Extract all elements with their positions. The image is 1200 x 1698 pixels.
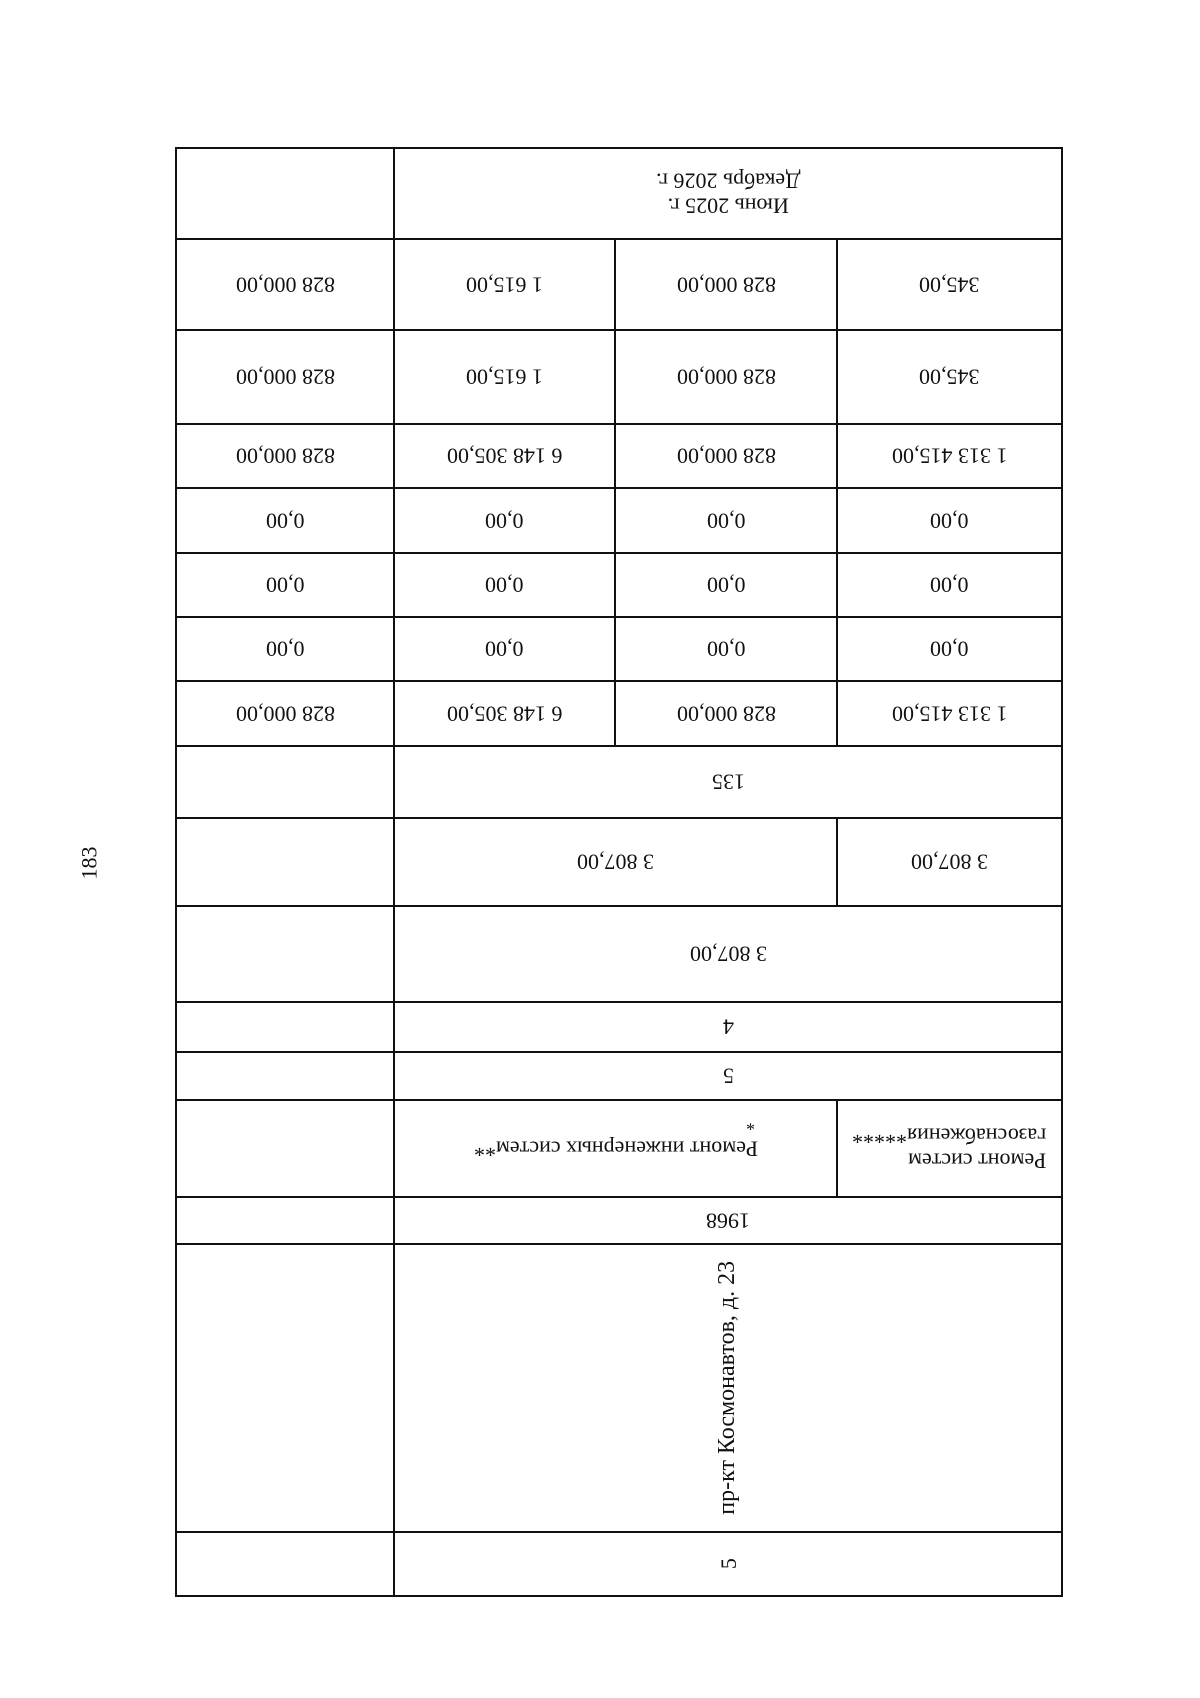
cell-l: 5 [722,1063,734,1089]
address-cell: пр-кт Космонавтов, д. 23 [714,1261,741,1515]
cell-d3: 0,00 [706,508,746,534]
cell-e2: 0,00 [485,572,524,598]
cell-b2: 1 615,00 [466,364,543,390]
cell-i-left: 3 807,00 [577,849,654,875]
cell-g1: 828 000,00 [235,701,335,727]
cell-c2: 6 148 305,00 [446,443,563,469]
footnote-mark: * [746,1114,755,1134]
cell-k: 4 [722,1014,734,1040]
year-cell: 1968 [706,1208,750,1234]
cell-b1: 828 000,00 [235,364,335,390]
cell-e3: 0,00 [706,572,746,598]
cell-a4: 345,00 [919,272,980,298]
cell-d4: 0,00 [930,508,969,534]
cell-b4: 345,00 [919,364,980,390]
page-number: 183 [76,846,101,880]
cell-e1: 0,00 [265,572,305,598]
cell-c4: 1 313 415,00 [891,443,1008,469]
cell-j: 3 807,00 [689,941,767,967]
cell-d2: 0,00 [485,508,524,534]
work-subtype-cell: Ремонт систем газоснабжения***** [852,1123,1047,1174]
cell-f3: 0,00 [706,636,746,662]
work-type-cell: Ремонт инженерных систем** [473,1136,758,1162]
cell-a1: 828 000,00 [235,272,335,298]
cell-i-right: 3 807,00 [911,849,988,875]
cell-d1: 0,00 [265,508,305,534]
cell-h: 135 [711,769,745,795]
cell-g4: 1 313 415,00 [891,701,1008,727]
cell-a3: 828 000,00 [676,272,776,298]
cell-e4: 0,00 [930,572,969,598]
cell-f1: 0,00 [265,636,305,662]
cell-f2: 0,00 [485,636,524,662]
cell-g3: 828 000,00 [676,701,776,727]
cell-f4: 0,00 [930,636,969,662]
cell-c3: 828 000,00 [676,443,776,469]
row-number-cell: 5 [715,1558,741,1570]
cell-c1: 828 000,00 [235,443,335,469]
cell-g2: 6 148 305,00 [446,701,563,727]
cell-b3: 828 000,00 [676,364,776,390]
period-header: Июнь 2025 г. Декабрь 2026 г. [655,168,801,219]
cell-a2: 1 615,00 [466,272,543,298]
